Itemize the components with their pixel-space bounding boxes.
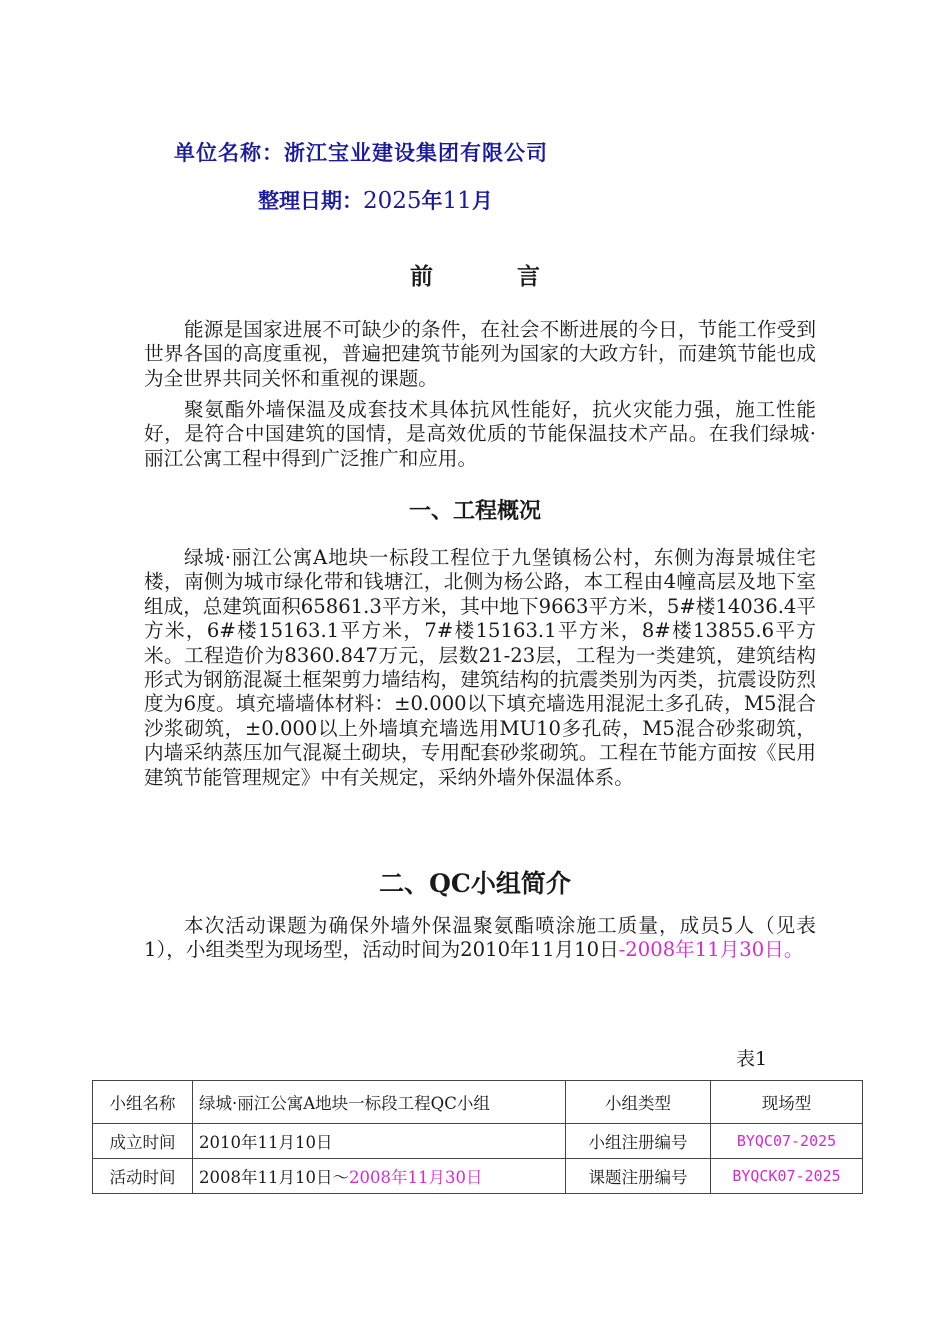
- section-2-highlight: -2008年11月30日。: [618, 938, 804, 962]
- preface-title: 前言: [410, 263, 624, 290]
- qc-group-table: [92, 1080, 863, 1194]
- table-cell: 小组注册编号: [566, 1124, 711, 1159]
- section-1-title: 一、工程概况: [408, 498, 541, 524]
- table-cell: [193, 1159, 566, 1194]
- table-caption: 表1: [736, 1048, 768, 1070]
- section-2-title: 二、QC小组简介: [379, 869, 571, 898]
- date-year: 2025: [363, 188, 422, 214]
- section-2-paragraph: [144, 914, 816, 963]
- table-cell: 现场型: [711, 1081, 863, 1124]
- table-cell: 课题注册编号: [566, 1159, 711, 1194]
- preface-paragraph-2: 聚氨酯外墙保温及成套技术具体抗风性能好，抗火灾能力强，施工性能好，是符合中国建筑的国情，是高效优质的节能保温技术产品。在我们绿城·丽江公寓工程中得到广泛推广和应用。: [144, 398, 816, 470]
- table-row: [93, 1081, 863, 1124]
- date-month: 11: [442, 188, 472, 214]
- table-cell: 成立时间: [93, 1124, 193, 1159]
- section-1-paragraph: 绿城·丽江公寓A地块一标段工程位于九堡镇杨公村，东侧为海景城住宅楼，南侧为城市绿化带和钱塘江，北侧为杨公路，本工程由4幢高层及地下室组成，总建筑面积65861.3平方米，其中地下9663平方米，5#楼14036.4平方米，6#楼15163.1平方米，7#楼15163.1平方米，8#楼13855.6平方米。工程造价为8360.847万元，层数21-23层，工程为一类建筑，建筑结构形式为钢筋混凝土框架剪力墙结构，建筑结构的抗震类别为丙类，抗震设防烈度为6度。填充墙墙体材料：±0.000以下填充墙选用混泥土多孔砖，M5混合沙浆砌筑，±0.000以上外墙填充墙选用MU10多孔砖，M5混合砂浆砌筑，内墙采纳蒸压加气混凝土砌块，专用配套砂浆砌筑。工程在节能方面按《民用建筑节能管理规定》中有关规定，采纳外墙外保温体系。: [144, 546, 816, 789]
- unit-name: 浙江宝业建设集团有限公司: [284, 140, 548, 165]
- date-month-unit: 月: [471, 188, 493, 213]
- compile-date-line: [258, 185, 493, 215]
- table-cell: BYQCK07-2025: [711, 1159, 863, 1194]
- unit-label: 单位名称：: [174, 140, 284, 165]
- table-row: [93, 1124, 863, 1159]
- table-row: [93, 1159, 863, 1194]
- table-cell: 小组类型: [566, 1081, 711, 1124]
- preface-paragraph-1: 能源是国家进展不可缺少的条件，在社会不断进展的今日，节能工作受到世界各国的高度重视，普遍把建筑节能列为国家的大政方针，而建筑节能也成为全世界共同关怀和重视的课题。: [144, 318, 816, 390]
- activity-end: 2008年11月30日: [348, 1168, 483, 1187]
- table-cell: 小组名称: [93, 1081, 193, 1124]
- section-2-text: 本次活动课题为确保外墙外保温聚氨酯喷涂施工质量，成员5人（见表1），小组类型为现场型，活动时间为2010年11月10日: [144, 914, 816, 962]
- table-cell: 绿城·丽江公寓A地块一标段工程QC小组: [193, 1081, 566, 1124]
- date-label: 整理日期：: [258, 188, 363, 213]
- table-cell: 活动时间: [93, 1159, 193, 1194]
- table-cell: 2010年11月10日: [193, 1124, 566, 1159]
- unit-name-line: [174, 137, 548, 167]
- table-cell: BYQC07-2025: [711, 1124, 863, 1159]
- activity-start: 2008年11月10日～: [199, 1168, 349, 1187]
- date-year-unit: 年: [421, 188, 443, 213]
